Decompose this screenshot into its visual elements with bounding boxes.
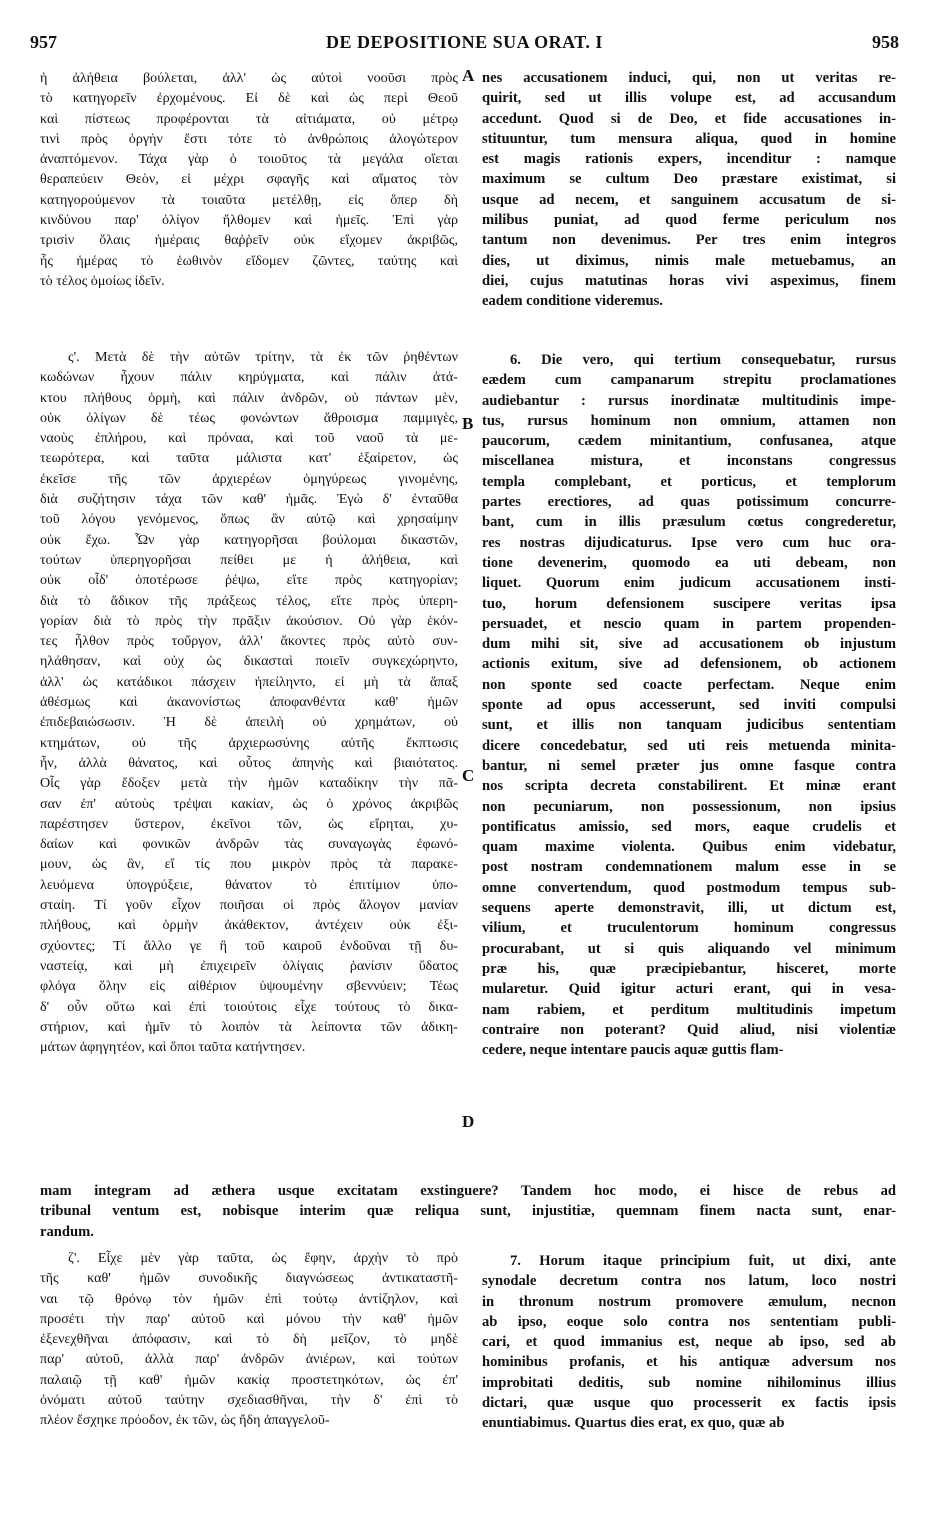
text-line: κατηγορούμενον τὰ τοιαῦτα μετέλθῃ, εἰς ὅπερ δὴ: [40, 191, 458, 208]
text-line: randum.: [40, 1223, 94, 1240]
text-line: cedere, neque intentare paucis aquæ guttis flam-: [482, 1042, 784, 1059]
text-line: dictari, quæ usque quo processerit ex factis ipsis: [482, 1395, 896, 1412]
text-line: κωδώνων ἦχουν πάλιν κηρύγματα, καὶ πάλιν ἀτά-: [40, 369, 458, 386]
text-line: ἐκεῖσε τῆς τῶν ἀρχιερέων ὁμηγύρεως γινομένης,: [40, 470, 458, 487]
text-line: σταίη. Τί γοῦν εἶχον ποιῆσαι οἱ πρὸς ἄλογον μανίαν: [40, 897, 458, 914]
text-line: est magis rationis expers, incenditur : namque: [482, 151, 896, 168]
text-line: ἀλλ' ὡς κατάδικοι πάσχειν ἠπείληντο, εἰ μὴ τὰ ἅπαξ: [40, 673, 458, 690]
text-line: maximum se cultum Deo præstare existimat, si: [482, 171, 896, 188]
text-line: παρ' αὐτοῦ, ἀλλὰ παρ' ἀνδρῶν ἀνιέρων, καὶ τούτων: [40, 1351, 458, 1368]
text-line: δ' οὖν οὕτω καὶ ἐπὶ τοιούτοις εἶχε τούτους τὸ δικα-: [40, 998, 458, 1015]
text-line: δαίων καὶ φονικῶν ἀνδρῶν τὰς συναγωγὰς ἐφωνό-: [40, 836, 458, 853]
text-line: diei, cujus matutinas horas vivi aspeximus, finem: [482, 272, 896, 289]
text-line: λευόμενα ὑπογρύξειε, θάνατον τὸ ἐπιτίμιον ὑπο-: [40, 876, 458, 893]
text-line: præ his, quæ præcipiebantur, hisceret, morte: [482, 960, 896, 977]
text-line: Οἷς γὰρ ἔδοξεν μετὰ τὴν ἡμῶν καταδίκην τὴν πᾶ-: [40, 775, 458, 792]
greek-column-middle: [40, 347, 458, 1057]
text-line: 6. Die vero, qui tertium consequebatur, rursus: [510, 352, 896, 368]
text-line: ἀθέσμως καὶ ἀκανονίστως ἀποφανθέντα καθ' ἡμῶν: [40, 694, 458, 711]
text-line: κτου πλήθους ὁρμὴ, καὶ πάλιν ἀνδρῶν, οὐ πάντων μὲν,: [40, 389, 458, 406]
text-line: templa complebant, et porticus, et templorum: [482, 473, 896, 490]
text-line: ναστείᾳ, καὶ μὴ ἐπιχειρεῖν ὀλίγαις ῥανίσιν ὕδατος: [40, 957, 458, 974]
text-line: προσέτι τὴν παρ' αὐτοῦ καὶ μόνου τὴν καθ' ἡμῶν: [40, 1310, 458, 1327]
text-line: τρισὶν ὅλαις ἡμέραις θαῤῥεῖν οὐκ εἴχομεν ἀκριβῶς,: [40, 232, 458, 249]
text-line: ς'. Μετὰ δὲ τὴν αὐτῶν τρίτην, τὰ ἐκ τῶν ῥηθέντων: [68, 349, 458, 365]
text-line: contraire non poterant? Quid aliud, nisi violentiæ: [482, 1021, 896, 1038]
text-line: usque ad necem, et sanguinem accusatum de si-: [482, 191, 896, 208]
section-marker-a: A: [462, 66, 475, 85]
text-line: nam rabiem, et perditum multitudinis impetum: [482, 1001, 896, 1018]
text-line: ἧς ἡμέρας τὸ ἑωθινὸν εἴδομεν ζῶντες, ταύτης καὶ: [40, 252, 458, 269]
text-line: sunt, et illis non tanquam judicibus sententiam: [482, 717, 896, 734]
text-line: διὰ συζήτησιν τάχα τῶν καθ' ἡμᾶς. Ἐγὼ δ' ἐνταῦθα: [40, 491, 458, 508]
section-marker-b: B: [462, 414, 474, 433]
text-line: milibus puniat, ad quod ferme periculum nos: [482, 212, 896, 229]
text-line: post nostram condemnationem malum esse in se: [482, 859, 896, 876]
text-line: 7. Horum itaque principium fuit, ut dixi, ante: [510, 1253, 896, 1269]
left-page-number: 957: [30, 32, 57, 52]
text-line: paucorum, cædem minitantium, confusanea, atque: [482, 433, 896, 450]
text-line: tribunal ventum est, nobisque interim quæ reliqua sunt, injustitiæ, quemnam finem nacta sunt, enar-: [40, 1203, 896, 1220]
text-line: in thronum nostrum promovere æmulum, necnon: [482, 1293, 896, 1310]
text-line: παλαιῷ τῇ καθ' ἡμῶν κακίᾳ προστετηκότων, ὡς ἐπ': [40, 1371, 458, 1388]
text-line: dicere concedebatur, sed uti reis metuenda minita-: [482, 737, 896, 754]
text-line: pontificatus amissio, sed mors, eaque crudelis et: [482, 818, 896, 835]
text-line: dies, ut diximus, nimis male metuebamus, an: [482, 252, 896, 269]
text-line: accedunt. Quod si de Deo, et fide accusationes in-: [482, 110, 896, 127]
text-line: tuo, horum defensionem suscipere veritas ipsa: [482, 595, 896, 612]
running-header: [30, 32, 899, 56]
text-line: persuadet, et nescio quam in partem propenden-: [482, 615, 896, 632]
text-line: τινὶ πρὸς ὀργὴν ἔστι τότε τὸ ἀνθρώποις ἀλογώτερον: [40, 130, 458, 147]
text-line: quam maxime violenta. Quibus enim videbatur,: [482, 839, 896, 856]
text-line: ναι τῷ θρόνῳ τὸν ἡμῶν ἐπὶ τούτῳ ἀντίζηλον, καὶ: [40, 1290, 458, 1307]
text-line: audiebantur : rursus inordinatæ multitudinis impe-: [482, 392, 896, 409]
text-line: vilium, et truculentorum hominum congressus: [482, 920, 896, 937]
text-line: partes erectiores, ad quas potissimum concurre-: [482, 494, 896, 511]
greek-column-bottom: [40, 1248, 458, 1431]
latin-column-top: [482, 68, 896, 312]
text-line: διὰ τὸ ἄδικον τῆς πράξεως τέλος, εἴτε πρὸς ὑπερη-: [40, 592, 458, 609]
text-line: οὐκ ὀλίγων δὲ τέως φονώντων ἄθροισμα παμμιγὲς,: [40, 409, 458, 426]
text-line: ἦν, ἀλλὰ θάνατος, καὶ οὗτος ἀπηνὴς καὶ βιαιότατος.: [40, 754, 458, 771]
text-line: τούτων ὑπερηγορῆσαι πείθει με ἡ ἀλήθεια, καὶ: [40, 551, 458, 568]
latin-column-bottom: [482, 1251, 896, 1434]
text-line: ἐξενεχθῆναι ἀπόφασιν, καὶ τὸ δὴ μεῖζον, τὸ μηδὲ: [40, 1331, 458, 1348]
text-line: ἀναπτόμενον. Τάχα γὰρ ὁ τοιοῦτος τὰ μεγάλα οἴεται: [40, 151, 458, 168]
text-line: στήριον, καὶ ἡμῖν τὸ λοιπὸν τὰ λείποντα τῶν ἀδικη-: [40, 1018, 458, 1035]
text-line: improbitati deditis, sub nomine nihilominus illius: [482, 1374, 896, 1391]
text-line: οὐκ ἔχω. Ὧν γὰρ κατηγορῆσαι βούλομαι δικαστῶν,: [40, 531, 458, 548]
text-line: nos scripta decreta constabilirent. Et minæ erant: [482, 778, 896, 795]
text-line: stituuntur, tum mensura aliqua, quod in homine: [482, 130, 896, 147]
text-line: πλήθους, καὶ ὁρμὴν ἀκάθεκτον, ἀντέχειν οὐκ ἐξι-: [40, 917, 458, 934]
text-line: μάτων ἀφηγητέον, καὶ ὅποι ταῦτα κατήντησεν.: [40, 1039, 306, 1056]
text-line: τὸ κατηγορεῖν ἐρχομένους. Εἰ δὲ καὶ ὡς περὶ Θεοῦ: [40, 90, 458, 107]
running-title: DE DEPOSITIONE SUA ORAT. I: [326, 32, 603, 52]
text-line: mularetur. Quid igitur acturi erant, qui in vesa-: [482, 981, 896, 998]
text-line: ἐπιδεβαιώσωσιν. Ἡ δὲ ἀπειλὴ οὐ χρημάτων, οὐ: [40, 714, 458, 731]
greek-column-top: [40, 68, 458, 291]
text-line: synodale decretum contra nos latum, loco nostri: [482, 1273, 896, 1290]
text-line: τὸ τέλος ὁμοίως ἰδεῖν.: [40, 272, 165, 289]
text-line: σαν ἐπ' αὐτοὺς τρέψαι κακίαν, ὡς ὁ χρόνος ἀκριβῶς: [40, 795, 458, 812]
text-line: actionis exitum, sive ad defensionem, ob actionem: [482, 656, 896, 673]
text-line: μουν, ὡς ἂν, εἴ τίς που μικρὸν πρὸς τὰ παρακε-: [40, 856, 458, 873]
text-line: eadem conditione videremus.: [482, 293, 663, 310]
text-line: bant, cum in illis præsulum cœtus congrederetur,: [482, 514, 896, 531]
text-line: ἡ ἀλήθεια βούλεται, ἀλλ' ὡς αὐτοὶ νοοῦσι πρὸς: [40, 70, 458, 86]
right-page-number: 958: [872, 32, 899, 52]
latin-column-middle: [482, 350, 896, 1060]
section-marker-c: C: [462, 766, 475, 785]
text-line: τῆς καθ' ἡμῶν συνοδικῆς διαγνώσεως ἀντικαταστῆ-: [40, 1270, 458, 1287]
text-line: mam integram ad æthera usque excitatam exstinguere? Tandem hoc modo, ei hisce de rebus ad: [40, 1183, 896, 1199]
text-line: ab ipso, eoque solo contra nos sententiam publi-: [482, 1313, 896, 1330]
text-line: sequens aperte demonstravit, illi, ut dictum est,: [482, 900, 896, 917]
text-line: hominibus profanis, et his antiquæ adversum nos: [482, 1354, 896, 1371]
text-line: res nostras dijudicaturus. Ipse vero cum huc ora-: [482, 534, 896, 551]
text-line: κινδύνου παρ' ὀλίγον ἤλθομεν καὶ ἡμεῖς. Ἐπὶ γὰρ: [40, 212, 458, 229]
text-line: ναοὺς ἐπλήρου, καὶ πρόναα, καὶ τοῦ ναοῦ τὰ με-: [40, 430, 458, 447]
text-line: non sponte sed coacte perfectam. Neque enim: [482, 676, 896, 693]
text-line: οὐκ οἶδ' ὁποτέρωσε ῥέψω, εἴτε πρὸς κατηγορίαν;: [40, 572, 458, 589]
text-line: tus, rursus hominum non omnium, attamen non: [482, 412, 896, 429]
text-line: procurabant, ut si quis aliquando vel minimum: [482, 940, 896, 957]
text-line: tantum non devenimus. Per tres enim integros: [482, 232, 896, 249]
text-line: nes accusationem induci, qui, non ut veritas re-: [482, 70, 896, 86]
text-line: miscellanea mistura, et inconstans congressus: [482, 453, 896, 470]
text-line: cari, et quod immanius est, neque ab ipso, sed ab: [482, 1334, 896, 1351]
text-line: sponte ad opus accesserunt, sed inviti compulsi: [482, 697, 896, 714]
text-line: tione devenerim, quomodo ea uti debeam, non: [482, 554, 896, 571]
section-marker-d: D: [462, 1112, 475, 1131]
text-line: θεραπεύειν Θεὸν, εἰ μέχρι σφαγῆς καὶ αἵματος τὸν: [40, 171, 458, 188]
text-line: καὶ πίστεως προφέρονται τὰ αἰτιάματα, οὐ μέτρῳ: [40, 110, 458, 127]
text-line: κτημάτων, οὐ τῆς ἀρχιερωσύνης αὐτῆς ἔκπτωσις: [40, 734, 458, 751]
text-line: ὀνόματι αὐτοῦ ταύτην σχεδιασθῆναι, τὴν δ' ἐπὶ τὸ: [40, 1392, 458, 1409]
text-line: ζ'. Εἶχε μὲν γὰρ ταῦτα, ὡς ἔφην, ἀρχὴν τὸ πρὸ: [68, 1250, 458, 1266]
text-line: enuntiabimus. Quartus dies erat, ex quo, quæ ab: [482, 1415, 785, 1432]
text-line: non pecuniarum, non possessionum, non ipsius: [482, 798, 896, 815]
text-line: παρέστησεν ὕστερον, ἐκεῖνοι τῶν, ὡς εἴρηται, χυ-: [40, 815, 458, 832]
full-width-latin: [40, 1181, 896, 1242]
text-line: τεωρότερα, καὶ ταῦτα μάλιστα κατ' ἐξαίρετον, ὡς: [40, 450, 458, 467]
text-line: liquet. Quorum enim judicum accusationem insti-: [482, 575, 896, 592]
text-line: φλόγα ὅλην εἰς αἰθέριον ὑψουμένην σβεννύειν; Τέως: [40, 978, 458, 995]
text-line: γορίαν διὰ τὸ πρὸς τὴν πρᾶξιν ἀκούσιον. Οὐ γὰρ ἑκόν-: [40, 612, 458, 629]
text-line: τες ἦλθον πρὸς τοὔργον, ἀλλ' ἄκοντες πρὸς αὐτὸ συν-: [40, 633, 458, 650]
text-line: bantur, ni semel præter jus omne fasque contra: [482, 757, 896, 774]
text-line: τοῦ λόγου γενόμενος, ὅπως ἂν αὐτῷ καὶ χρησαίμην: [40, 511, 458, 528]
text-line: πλέον ἔσχηκε πρόοδον, ἐκ τῶν, ὡς ἤδη ἀπαγγελοῦ-: [40, 1412, 330, 1429]
text-line: eædem cum campanarum strepitu proclamationes: [482, 372, 896, 389]
text-line: dum mihi sit, sive ad accusationem ob injustum: [482, 636, 896, 653]
text-line: quirit, sed ut illis volupe est, ad accusandum: [482, 90, 896, 107]
text-line: ηλάθησαν, καὶ οὐχ ὡς δικασταὶ ποιεῖν συγκεχώρηντο,: [40, 653, 458, 670]
text-line: σχύοντες; Τί ἄλλο γε ἢ τοῦ καιροῦ ἐνδοῦναι τῇ δυ-: [40, 937, 458, 954]
text-line: omne convertendum, quod postmodum tempus sub-: [482, 879, 896, 896]
